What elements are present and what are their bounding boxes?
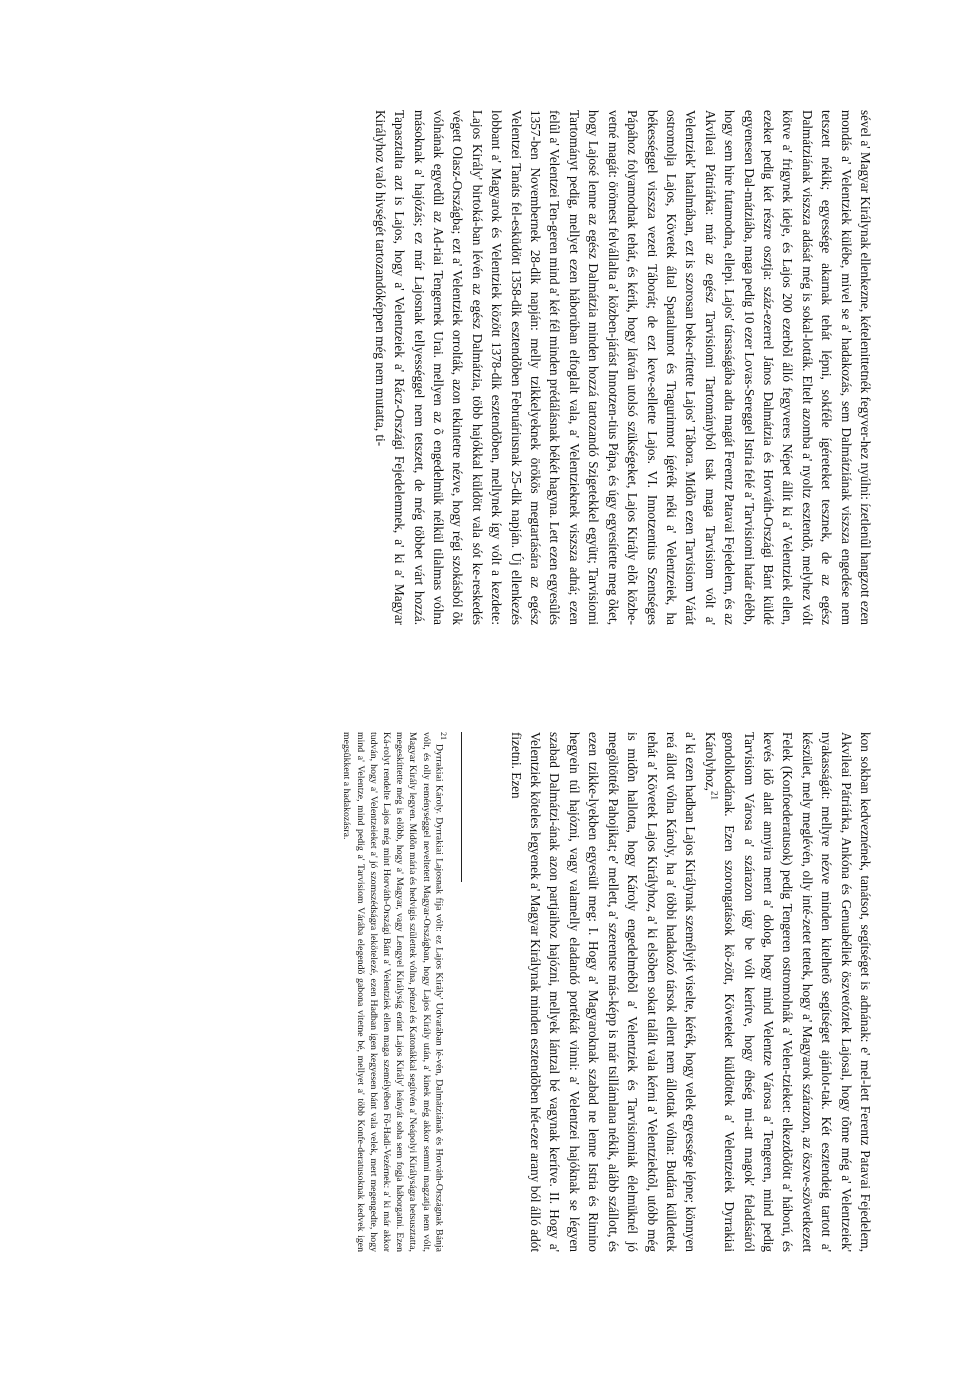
right-page-body xyxy=(490,732,875,1252)
footnote-number: 21 xyxy=(439,732,448,740)
right-paragraph: a' ki ezen hadban Lajos Királynak személyjét viselte, kérék, hogy velek egyessége lépne; könnyen reá állott vólna Károly, ha a' többi hadakozó társok ellent nem állottak vólna: Budára küldettek tehát a' Követek Lajos Királyhoz, a' ki elsõben sokat talált vala kérni a' Velentziektõl, utóbb még is midõn hallotta, hogy Károly engedelmébõl a' Velentziek és Tarvisiomiak élelmüknél jó megöltötték Pahojikat; e' mellett, a' szerentse más-képp is már tsillámlana nékik, alább szállott, és ezen tzikke-lyekben egyesült meg: I. Hogy a' Magyaroknak szabad ne lenne Istria és Rimino hegyein túl hajózni, vagy valamelly eladandó portékát vinni: a' Velentzei hajóknak se légyen szabad Dalmátzi-ának azon partjaihoz hajózni, mellyek lántzal bé vagynak kerítve. II. Hogy a' Velentziek köteles legyenek a' Magyar Királynak minden esztendõben hét-ezer arany ból álló adót fizetni. Ezen xyxy=(508,732,699,1252)
left-paragraph: sével a' Magyar Királynak ellenkezne, kételenittetnék fegyver-hez nyúlni: ízetlenûl hangzott ezen mondás a' Velentziek külébe, mivel se a' hadakozás, sem Dalmátziának viszsza engedése nem tetszett nékik; egyessége akarnak tehát lépni, sokféle ígéreteket tesznek, de az egész Dalmátziának viszsza adását még is sokal-lották. Eltelt azomba a' nyoltz esztendõ, melyhez vólt kötve a' frigynek ideje, és Lajos 200 ezerbõl álló fegyveres Népet állít ki a' Velentziek ellen, ezeket pedig két részre osztja: száz-ezerrel János Dalmátzia és Horváth-Országi Bánt küldé egyenesen Dal-mátziába, maga pedig 10 ezer Lovas-Sereggel Istria felé a' Tarvisiomi határ elébb, hogy sem hire futamodna, ellepi. Lajos' társaságába adta magát Ferentz Patavai Fejedelem, és az Akvileai Pátriárka: már az egész Tarvisiomi Tartományból tsak maga Tarvisiom vólt a' Velentziek' hatalmában, ezt is szorosan beke-ríttette Lajos' Tábora. Midõn ezen Tarvisiom Várát ostromolja Lajos, Követek által Spatalumot és Tragurinmot ígérék néki a' Velentzeiek, ha békességgel viszsza vezeti Táborát; de ezt keve-sellette Lajos. VI. Innotzentius Szentséges Pápához folyamodnak tehát, és kérik, hogy látván utolsó szükségeket, Lajos Király elõt közbe-vetné magát: örömest felvállalta a' közben-járást Innotzen-tius Pápa, és úgy egyesítette meg õket, hogy Lajosé lenne az egész Dalmátzia minden hozzá tartozandó Szigetekkel együtt; Tarvisiomi Tartományt pedig, mellyet ezen háborúban elfoglalt vala, a' Velentzieknek viszsza adná; ezen felûl a' Velentzei Ten-geren mind a' két fél minden prédálásnak békét hagyna. Lett ezen egyesûlés 1357-ben Novembernek 28-dik napján: melly tzikkelyeknek örökös megtartására az egész Velentzei Tanáts fel-esküdött 1358-dik esztendõben Februáriusnak 25-dik napján. Új ellenkezés lobbant a' Magyarok és Velentziek között 1378-dik esztendõben, mellynek így vólt a kezdete: Lajos Király' birtoká-ban lévén az egész Dalmátzia, több hajókkal küldött vala sót ke-reskedés végett Olasz-Országba; ezt a' Velentziek orrolták, azon tekintetre nézve, hogy régi szokásból õk vólnának egyedûl az Ad-riai Tengernek Urai. mellyen az õ engedelmük nélkül tilalmas vólna másoknak a' hajózás; ez már Lajosnak tellyességgel nem tetszett, de még többet várt hozzá. Tapasztalta azt is Lajos, hogy a' Velentzeiek a' Rácz-Országi Fejedelemnek, a' ki a' Magyar Királyhoz való hivségét tartozandóképpen még nem mutatta, ti- xyxy=(372,110,873,625)
right-paragraph xyxy=(700,732,875,1252)
right-page xyxy=(0,692,960,1384)
footnote xyxy=(130,732,450,1252)
footnote-text: Dyrrakiai Károly. Dyrrakiai Lajosnak fija vólt: ez Lajos Király' Udvarában lé-vén, Dalmátziának és Horváth-Országnak Bánja vólt, és olly reménységgel neveltetett Magyar-Országban, hogy Lajos Király után, a' kinek még akkor semmi magzatja nem vólt, Magyar Király legyen. Midõn mária és hedvigis születtek vólna, pénzel és Katonákkal segítvén a' Neápolyi Királyságra betsusztatta, megeskíttette még is elõbb, hogy a' Magyar, vagy Lengyel Királyság eránt Lajos Király' leányát soha sem fogja háborgatni. Ezen Ká-rolyt rendelte Lajos még mint Horváth-Országi Bánt a' Velentziek ellen maga személyében Fõ-Hadi-Vezérnek: a' ki már akkor tudván, hogy a' Velentzeieket a' jó szomszédságra lekötelezé, ezen Hadban igen kegyesen bánt vala velek, mert megengedte, hogy mind a' Velentze, mind pedig a' Tarvisiom Várába elegendõ gabona vitetne bé, mellyet a' több Konfe-deratusoknak kedvek igen megsûkkent a hadakozásra. xyxy=(341,732,445,1252)
right-paragraph-text: kon sokban kedveznének, tanátsot, segítséget is adnának: e' mel-lett Ferentz Patavai Fejedelem, Akvileai Pátriárka, Ankóna és Genuabéliek öszvetóztek Lajosal, hogy tõme még a' Velentzeiek' nyakasságát: mellyre nézve minden kitelhetõ segítséget ajánlot-tak. Két esztendeig tartott a' készület, mely meglévén, olly inté-zetet tettek, hogy a' Magyarok szárazon, az öszve-szövetkezett Felek (Konfoederatusok) pedig Tengeren ostromolnák a' Velen-tzieket: elkezdõdött a' háború, és kevés idõ alatt annyira ment a' dolog, hogy mind Velentze Városa a' Tengeren, mind pedig Tarvisiom Városa a' szárazon úgy be vólt kerítve, hogy éhség mi-att magok' feladásáról gondolkodának. Ezen szorongatások kö-zött, Követeket küldöttek a' Velentzeiek Dyrrakiai Károlyhoz, xyxy=(702,732,873,1252)
left-page-body xyxy=(120,110,875,625)
footnote-marker: 21 xyxy=(709,790,720,800)
footnote-divider xyxy=(461,732,462,882)
